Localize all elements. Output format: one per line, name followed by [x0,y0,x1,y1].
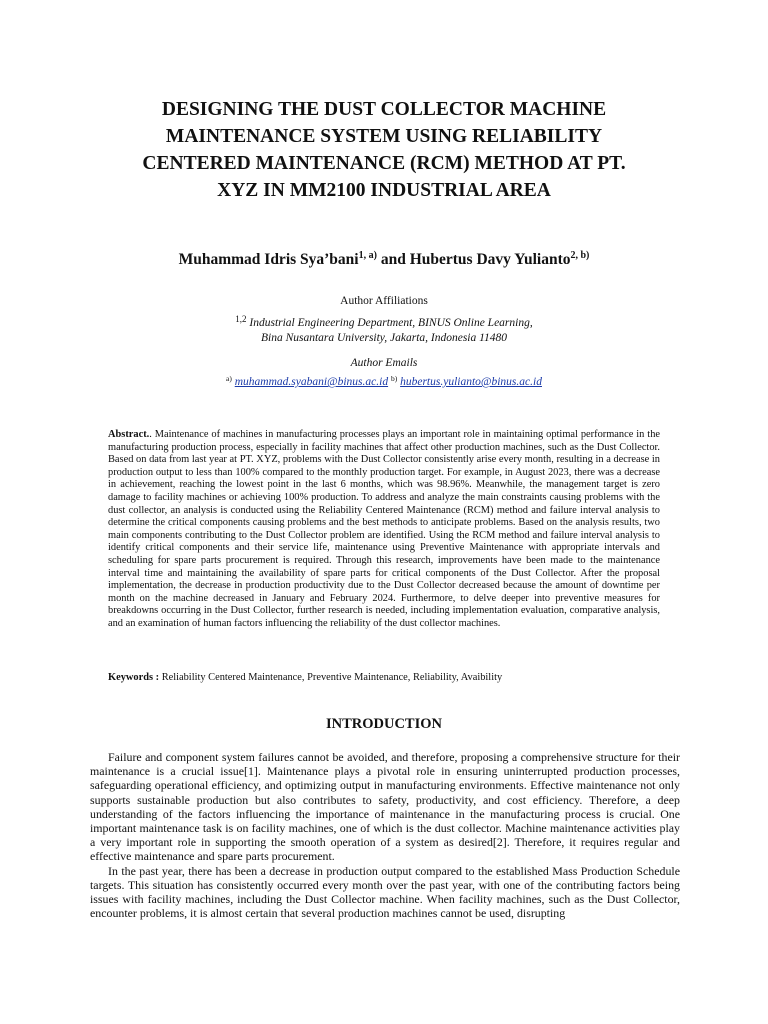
author-name: Hubertus Davy Yulianto [409,251,571,268]
emails-heading: Author Emails [350,357,418,369]
section-heading: INTRODUCTION [325,716,442,732]
author-name: Muhammad Idris Sya’bani [178,251,359,268]
abstract [108,429,660,631]
paragraph: Failure and component system failures cannot be avoided, and therefore, proposing a comprehensive structure for their maintenance is a crucial issue[1]. Maintenance plays a pivotal role in ensuring uninterrupted production processes, safeguarding operational efficiency, and optimizing output in manufacturing environments. Effective maintenance not only supports sustainable production but also contributes to safety, productivity, and cost efficiency. Therefore, a deep understanding of the factors influencing the importance of maintenance in the manufacturing process is crucial. One important maintenance task is on facility machines, one of which is the dust collector. Machine maintenance activities play a very important role in supporting the smooth operation of a system as desired[2]. Therefore, it requires regular and effective maintenance and spare parts procurement. [90,750,680,864]
affiliation-line [0,312,768,331]
affiliation-text: Industrial Engineering Department, BINUS Online Learning, [246,317,533,329]
title-line: DESIGNING THE DUST COLLECTOR MACHINE [161,99,607,120]
abstract-text: . Maintenance of machines in manufacturing processes plays an important role in maintaining optimal performance in the manufacturing production process, especially in facility machines that affect other production machines, such as the Dust Collector. Based on data from last year at PT. XYZ, problems with the Dust Collector consistently arise every month, resulting in a decrease in production output to less than 100% compared to the monthly production target. For example, in August 2023, there was a decrease in achievement, reaching the lowest point in the last 6 months, which was 98.96%. Meanwhile, the management target is zero damage to facility machines or achieving 100% production. To address and analyze the main constraints causing problems with the dust collector, an analysis is conducted using the Reliability Centered Maintenance (RCM) method and failure interval analysis to determine the critical components causing problems and the best methods to anticipate problems. Based on the analysis results, two main components contributing to the Dust Collector problem are identified. Using the RCM method and failure interval analysis to identify critical components and their service life, maintenance using Preventive Maintenance with appropriate intervals and scheduling for spare parts procurement is required. Through this research, improvements have been made to the maintenance interval time and maintaining the availability of spare parts for critical components of the Dust Collector. After the proposal implementation, the decrease in production productivity due to the Dust Collector decreased because the amount of downtime per month on the machine decreased in January and February 2024. Furthermore, to delve deeper into preventive measures for breakdowns occurring in the Dust Collector, further research is needed, including implementation evaluation, comparative analysis, and an examination of human factors influencing the reliability of the dust collector machines. [108,429,660,629]
affiliation-superscript: 1,2 [235,314,247,324]
email-label: b) [390,374,398,383]
abstract-label: Abstract. [108,429,150,440]
author-list [0,250,768,269]
title-line: MAINTENANCE SYSTEM USING RELIABILITY [165,126,603,147]
paragraph: In the past year, there has been a decrease in production output compared to the established Mass Production Schedule targets. This situation has consistently occurred every month over the past year, with one of the contributing factors being issues with facility machines, including the Dust Collector machine. When facility machines, such as the Dust Collector, encounter problems, it is almost certain that several production machines cannot be used, disrupting [90,863,680,921]
title-line: CENTERED MAINTENANCE (RCM) METHOD AT PT. [142,153,626,174]
email-label: a) [226,374,232,383]
keywords-label: Keywords : [108,672,162,683]
email-line [0,371,768,390]
author-superscript: 1, a) [358,250,377,261]
email-link[interactable]: muhammad.syabani@binus.ac.id [234,376,389,388]
body-text [90,750,680,920]
title-line: XYZ IN MM2100 INDUSTRIAL AREA [217,180,551,201]
affiliation-line: Bina Nusantara University, Jakarta, Indonesia 11480 [260,332,508,344]
keywords-text: Reliability Centered Maintenance, Preventive Maintenance, Reliability, Avaibility [161,672,503,683]
email-link[interactable]: hubertus.yulianto@binus.ac.id [400,376,542,388]
author-superscript: 2, b) [570,250,590,261]
affiliations-block [0,294,768,390]
affiliations-heading: Author Affiliations [340,295,428,307]
paper-title [84,96,684,204]
author-conjunction: and [376,251,410,268]
keywords [108,671,660,684]
